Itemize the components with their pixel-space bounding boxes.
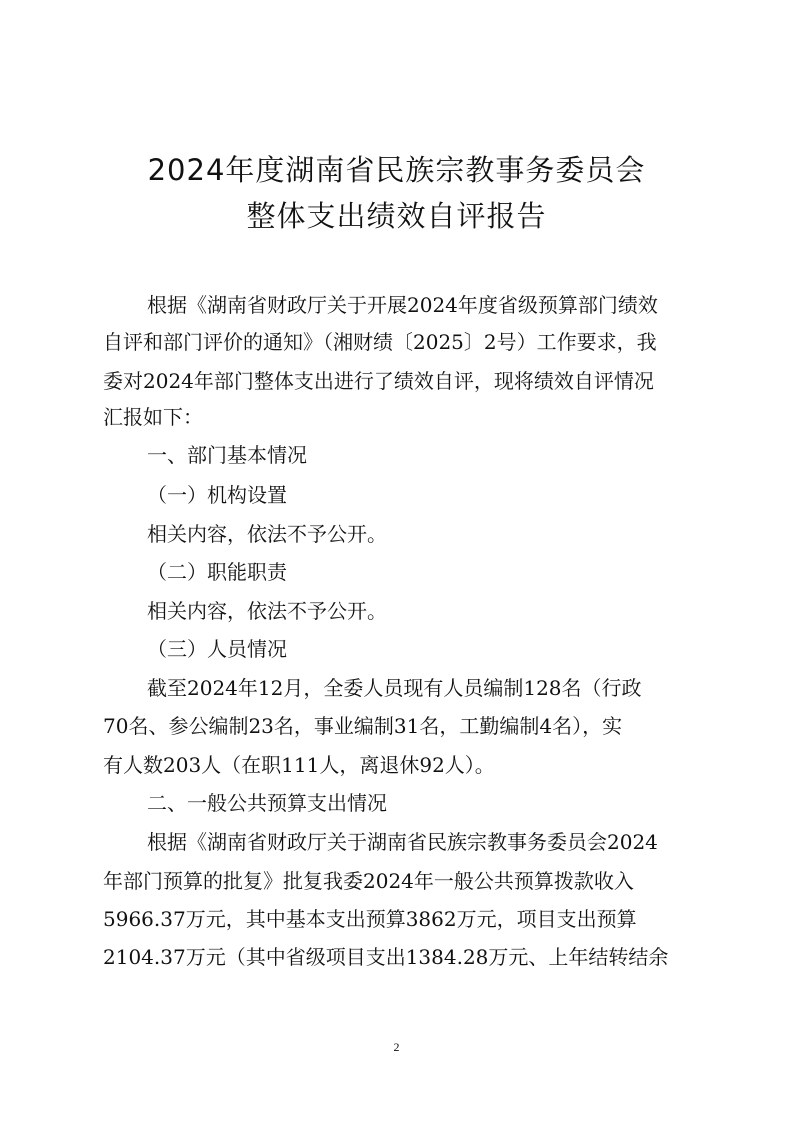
subsection-2-text: 相关内容，依法不予公开。 [147, 599, 387, 623]
intro-line-3: 委对2024年部门整体支出进行了绩效自评，现将绩效自评情况 [103, 369, 654, 393]
staffing-line-2: 70名、参公编制23名，事业编制31名，工勤编制4名），实 [103, 714, 623, 738]
subsection-1-text: 相关内容，依法不予公开。 [147, 522, 387, 546]
subsection-1-heading: （一）机构设置 [147, 483, 287, 507]
budget-line-1: 根据《湖南省财政厅关于湖南省民族宗教事务委员会2024 [147, 830, 658, 854]
staffing-line-3: 有人数203人（在职111人，离退休92人）。 [103, 753, 495, 777]
document-title-line-2: 整体支出绩效自评报告 [246, 199, 547, 233]
intro-line-1: 根据《湖南省财政厅关于开展2024年度省级预算部门绩效 [147, 293, 658, 317]
intro-line-2: 自评和部门评价的通知》（湘财绩〔2025〕2号）工作要求，我 [103, 330, 657, 354]
intro-line-4: 汇报如下： [103, 405, 203, 429]
page-number: 2 [393, 1040, 400, 1054]
section-2-heading: 二、一般公共预算支出情况 [147, 791, 387, 815]
budget-line-2: 年部门预算的批复》批复我委2024年一般公共预算拨款收入 [103, 869, 634, 893]
subsection-2-heading: （二）职能职责 [147, 560, 287, 584]
budget-line-4: 2104.37万元（其中省级项目支出1384.28万元、上年结转结余 [103, 945, 669, 969]
staffing-line-1: 截至2024年12月，全委人员现有人员编制128名（行政 [147, 676, 642, 700]
budget-line-3: 5966.37万元，其中基本支出预算3862万元，项目支出预算 [103, 907, 637, 931]
subsection-3-heading: （三）人员情况 [147, 637, 287, 661]
section-1-heading: 一、部门基本情况 [147, 443, 307, 467]
document-title-line-1: 2024年度湖南省民族宗教事务委员会 [147, 153, 646, 187]
